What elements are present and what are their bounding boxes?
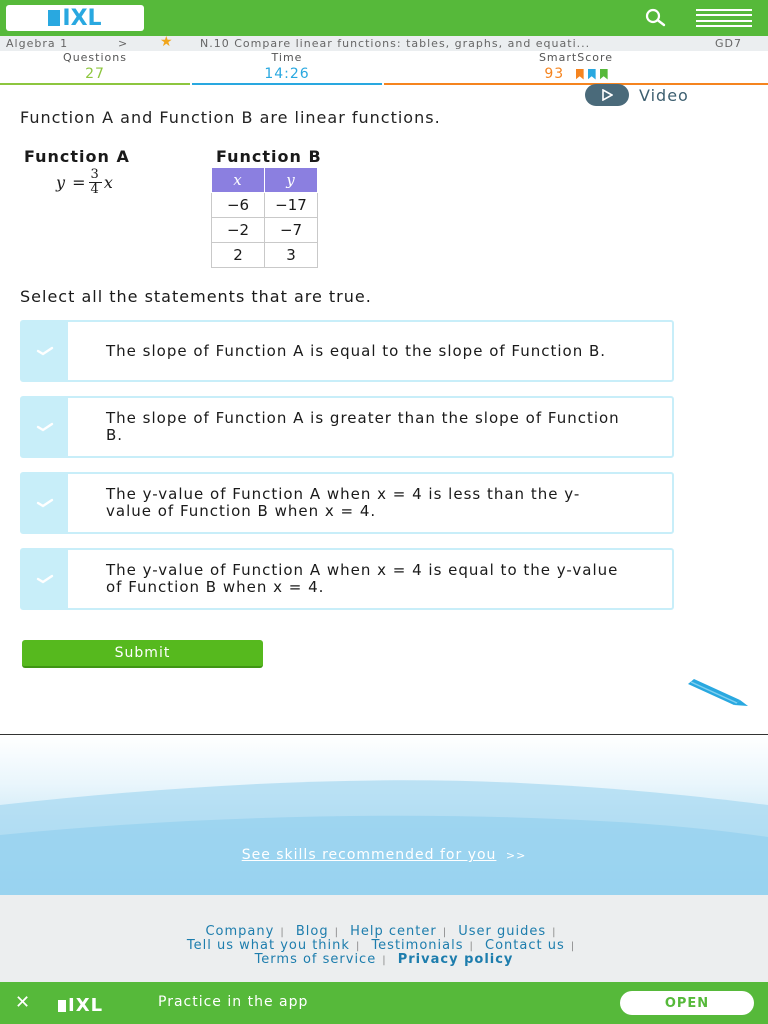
pencil-icon[interactable] [684, 678, 750, 708]
footer-link-feedback[interactable]: Tell us what you think [186, 938, 350, 953]
footer [0, 895, 768, 985]
footer-link-help-center[interactable]: Help center [350, 924, 437, 939]
wave-decoration [0, 775, 768, 895]
app-banner-text: Practice in the app [158, 994, 309, 1010]
answer-choice-text: The slope of Function A is greater than the slope of Function B. [106, 409, 620, 444]
answer-choice-4[interactable] [20, 548, 674, 610]
play-icon [585, 84, 629, 106]
equation-fraction [89, 168, 102, 197]
footer-link-company[interactable]: Company [205, 924, 275, 939]
equation-lhs: y = [56, 173, 87, 192]
app-banner [0, 982, 768, 1024]
time-bar [192, 83, 382, 85]
questions-stat [0, 51, 190, 85]
footer-link-terms[interactable]: Terms of service [254, 952, 377, 967]
breadcrumb-subject[interactable]: Algebra 1 [6, 37, 69, 50]
table-header-y: y [265, 168, 318, 193]
breadcrumb [0, 36, 768, 51]
check-icon [22, 474, 68, 532]
time-label: Time [271, 51, 303, 64]
function-a-heading: Function A [24, 147, 130, 166]
questions-value: 27 [85, 66, 105, 82]
video-label: Video [639, 85, 689, 105]
check-icon [22, 322, 68, 380]
recommended-skills-text: See skills recommended for you [241, 847, 497, 863]
answer-choice-text: The y-value of Function A when x = 4 is less than the y-value of Function B when x = 4. [106, 485, 581, 520]
questions-bar [0, 83, 190, 85]
logo-block-icon [58, 1000, 66, 1012]
table-header-x: x [212, 168, 265, 193]
equation-variable: x [103, 173, 114, 192]
table-row [212, 218, 318, 243]
fraction-denominator: 4 [90, 182, 100, 197]
smartscore-label: SmartScore [538, 51, 614, 64]
function-a-equation [56, 168, 114, 197]
answer-choice-1[interactable] [20, 320, 674, 382]
search-icon[interactable] [642, 8, 668, 28]
breadcrumb-separator: > [118, 37, 129, 50]
check-icon [22, 550, 68, 608]
smartscore-stat [384, 51, 768, 85]
recommended-skills-arrows: >> [505, 849, 527, 862]
table-cell: 3 [265, 243, 318, 268]
ixl-logo[interactable] [6, 5, 144, 31]
video-button[interactable] [585, 84, 715, 106]
footer-link-contact[interactable]: Contact us [485, 938, 565, 953]
app-logo [58, 995, 103, 1016]
table-cell: 2 [212, 243, 265, 268]
breadcrumb-skill-code: GD7 [715, 37, 742, 50]
open-app-button[interactable]: OPEN [620, 991, 754, 1015]
table-cell: −17 [265, 193, 318, 218]
smartscore-badges [576, 69, 608, 80]
footer-link-privacy[interactable]: Privacy policy [397, 952, 514, 967]
table-row [212, 243, 318, 268]
fraction-numerator: 3 [90, 167, 100, 182]
table-cell: −7 [265, 218, 318, 243]
app-logo-text: IXL [68, 995, 104, 1016]
logo-block-icon [48, 10, 60, 26]
badge-orange-icon [576, 69, 584, 80]
time-value: 14:26 [264, 66, 310, 82]
table-cell: −2 [212, 218, 265, 243]
smartscore-value: 93 [544, 66, 565, 82]
check-icon [22, 398, 68, 456]
footer-link-blog[interactable]: Blog [295, 924, 329, 939]
question-title: Function A and Function B are linear functions. [20, 108, 441, 127]
footer-link-user-guides[interactable]: User guides [458, 924, 547, 939]
badge-blue-icon [588, 69, 596, 80]
submit-button[interactable]: Submit [22, 640, 263, 668]
star-icon[interactable]: ★ [160, 34, 174, 50]
badge-green-icon [600, 69, 608, 80]
footer-links: Company | Blog | Help center | User guides | Tell us what you think | Testimonials | Contact us | Terms of service | Privacy policy [186, 924, 576, 967]
footer-link-testimonials[interactable]: Testimonials [371, 938, 464, 953]
table-row [212, 193, 318, 218]
questions-label: Questions [63, 51, 127, 64]
recommended-skills-band [0, 735, 768, 895]
answer-choice-2[interactable] [20, 396, 674, 458]
answer-choice-3[interactable] [20, 472, 674, 534]
breadcrumb-skill: N.10 Compare linear functions: tables, graphs, and equati... [200, 37, 591, 50]
function-b-table [211, 167, 318, 268]
answer-choice-text: The y-value of Function A when x = 4 is equal to the y-value of Function B when x = 4. [106, 561, 619, 596]
function-b-heading: Function B [216, 147, 322, 166]
answer-choice-text: The slope of Function A is equal to the slope of Function B. [106, 341, 607, 360]
top-bar [0, 0, 768, 36]
logo-text: IXL [62, 5, 102, 31]
table-cell: −6 [212, 193, 265, 218]
time-stat [192, 51, 382, 85]
hamburger-menu-icon[interactable] [696, 9, 752, 27]
close-icon[interactable]: ✕ [14, 992, 32, 1013]
stats-bar [0, 51, 768, 85]
recommended-skills-link[interactable] [0, 847, 768, 863]
instruction-text: Select all the statements that are true. [20, 287, 372, 306]
